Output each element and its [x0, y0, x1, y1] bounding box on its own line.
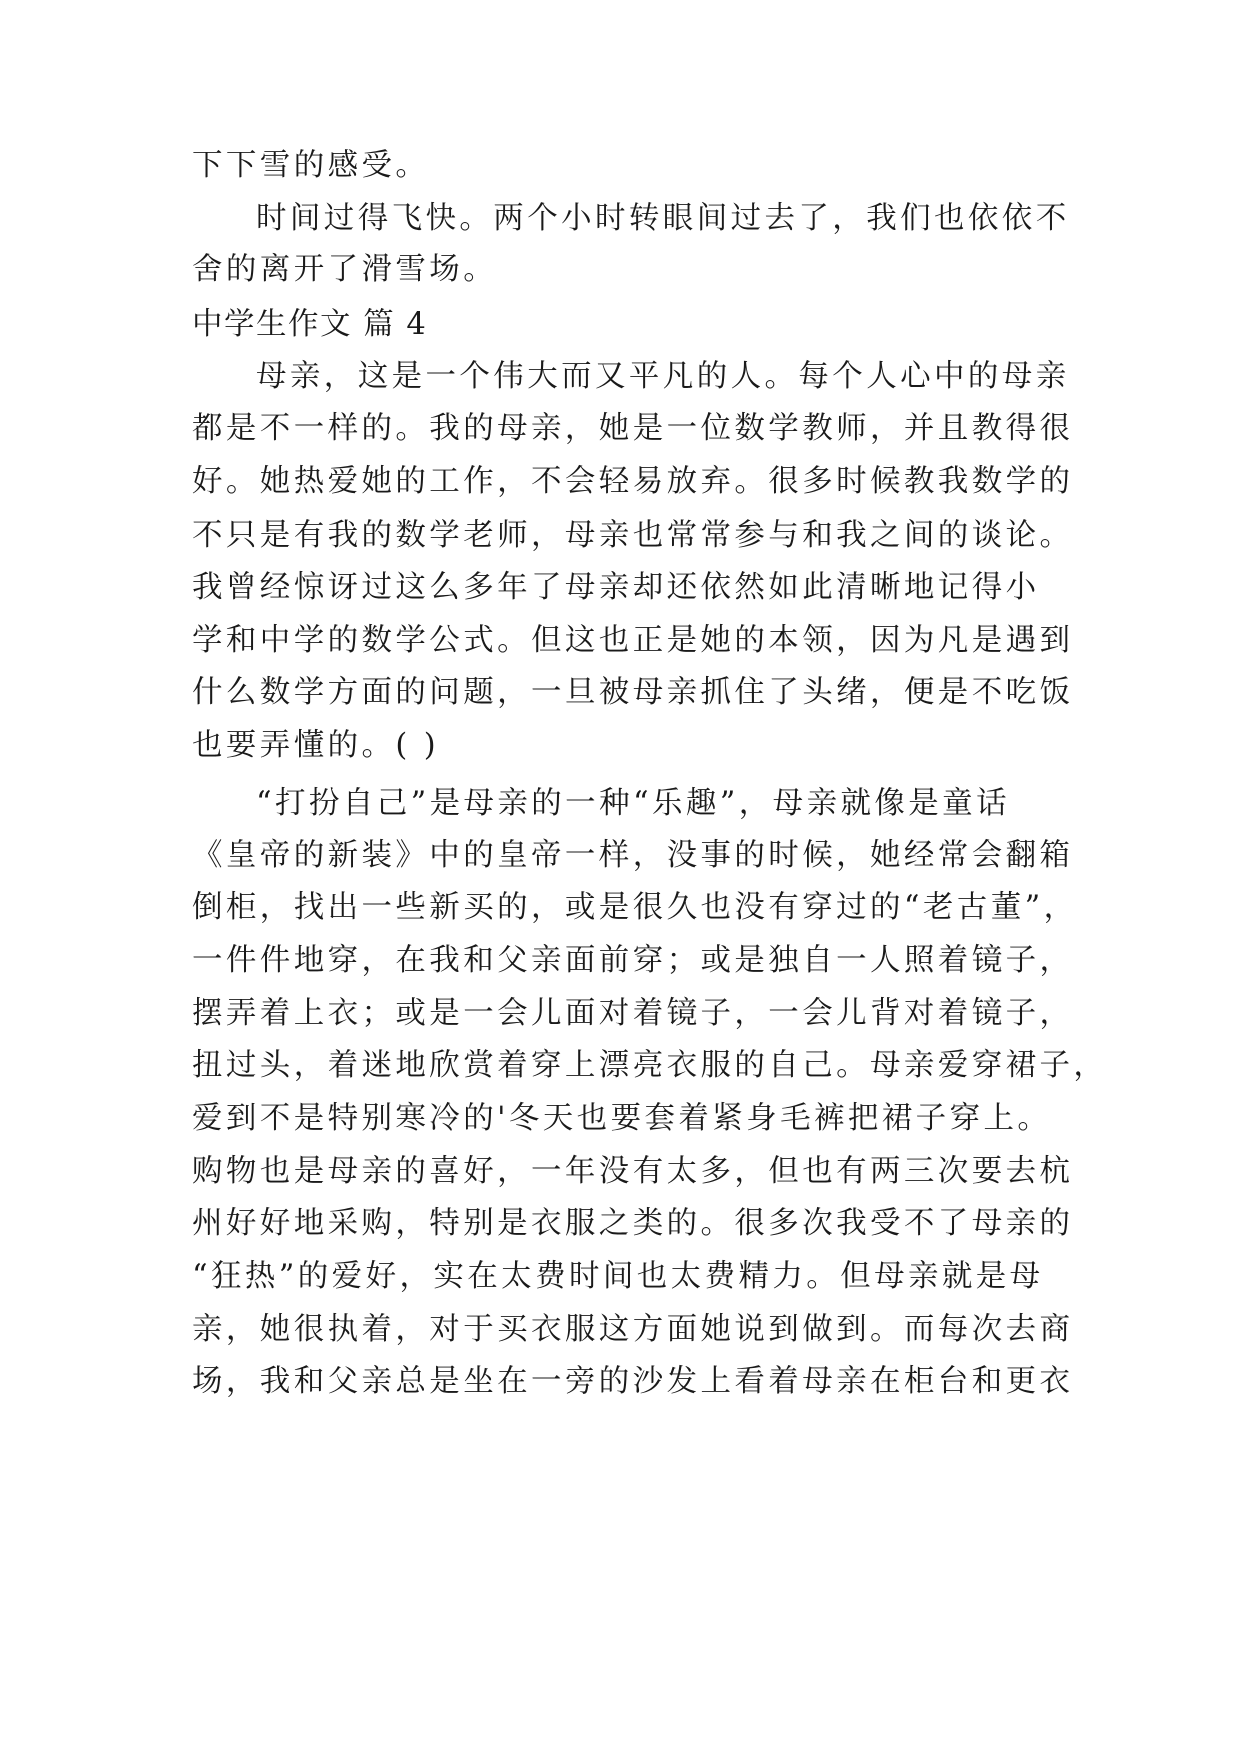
text-line: 扭过头，着迷地欣赏着穿上漂亮衣服的自己。母亲爱穿裙子， [192, 1048, 1108, 1083]
text-line: 倒柜，找出一些新买的，或是很久也没有穿过的“老古董”， [192, 890, 1078, 925]
text-line: 也要弄懂的。( ) [192, 728, 440, 763]
text-line: 时间过得飞快。两个小时转眼间过去了，我们也依依不 [256, 201, 1070, 236]
text-line: 下下雪的感受。 [192, 148, 430, 183]
text-line: 舍的离开了滑雪场。 [192, 252, 498, 287]
text-line: 我曾经惊讶过这么多年了母亲却还依然如此清晰地记得小 [192, 570, 1040, 605]
text-line: 亲，她很执着，对于买衣服这方面她说到做到。而每次去商 [192, 1312, 1074, 1347]
text-line: “打扮自己”是母亲的一种“乐趣”，母亲就像是童话 [256, 786, 1010, 821]
section-heading: 中学生作文 篇 4 [192, 307, 428, 342]
text-line: 学和中学的数学公式。但这也正是她的本领，因为凡是遇到 [192, 623, 1074, 658]
text-line: 《皇帝的新装》中的皇帝一样，没事的时候，她经常会翻箱 [192, 838, 1074, 873]
text-line: 不只是有我的数学老师，母亲也常常参与和我之间的谈论。 [192, 518, 1074, 553]
text-line: 什么数学方面的问题，一旦被母亲抓住了头绪，便是不吃饭 [192, 675, 1074, 710]
text-line: “狂热”的爱好，实在太费时间也太费精力。但母亲就是母 [192, 1259, 1044, 1294]
text-line: 母亲，这是一个伟大而又平凡的人。每个人心中的母亲 [256, 359, 1070, 394]
text-line: 都是不一样的。我的母亲，她是一位数学教师，并且教得很 [192, 411, 1074, 446]
text-line: 购物也是母亲的喜好，一年没有太多，但也有两三次要去杭 [192, 1154, 1074, 1189]
text-line: 好。她热爱她的工作，不会轻易放弃。很多时候教我数学的 [192, 464, 1074, 499]
text-line: 爱到不是特别寒冷的'冬天也要套着紧身毛裤把裙子穿上。 [192, 1101, 1052, 1136]
text-line: 一件件地穿，在我和父亲面前穿；或是独自一人照着镜子， [192, 943, 1074, 978]
text-line: 场，我和父亲总是坐在一旁的沙发上看着母亲在柜台和更衣 [192, 1364, 1074, 1399]
text-line: 州好好地采购，特别是衣服之类的。很多次我受不了母亲的 [192, 1206, 1074, 1241]
text-line: 摆弄着上衣；或是一会儿面对着镜子，一会儿背对着镜子， [192, 996, 1074, 1031]
